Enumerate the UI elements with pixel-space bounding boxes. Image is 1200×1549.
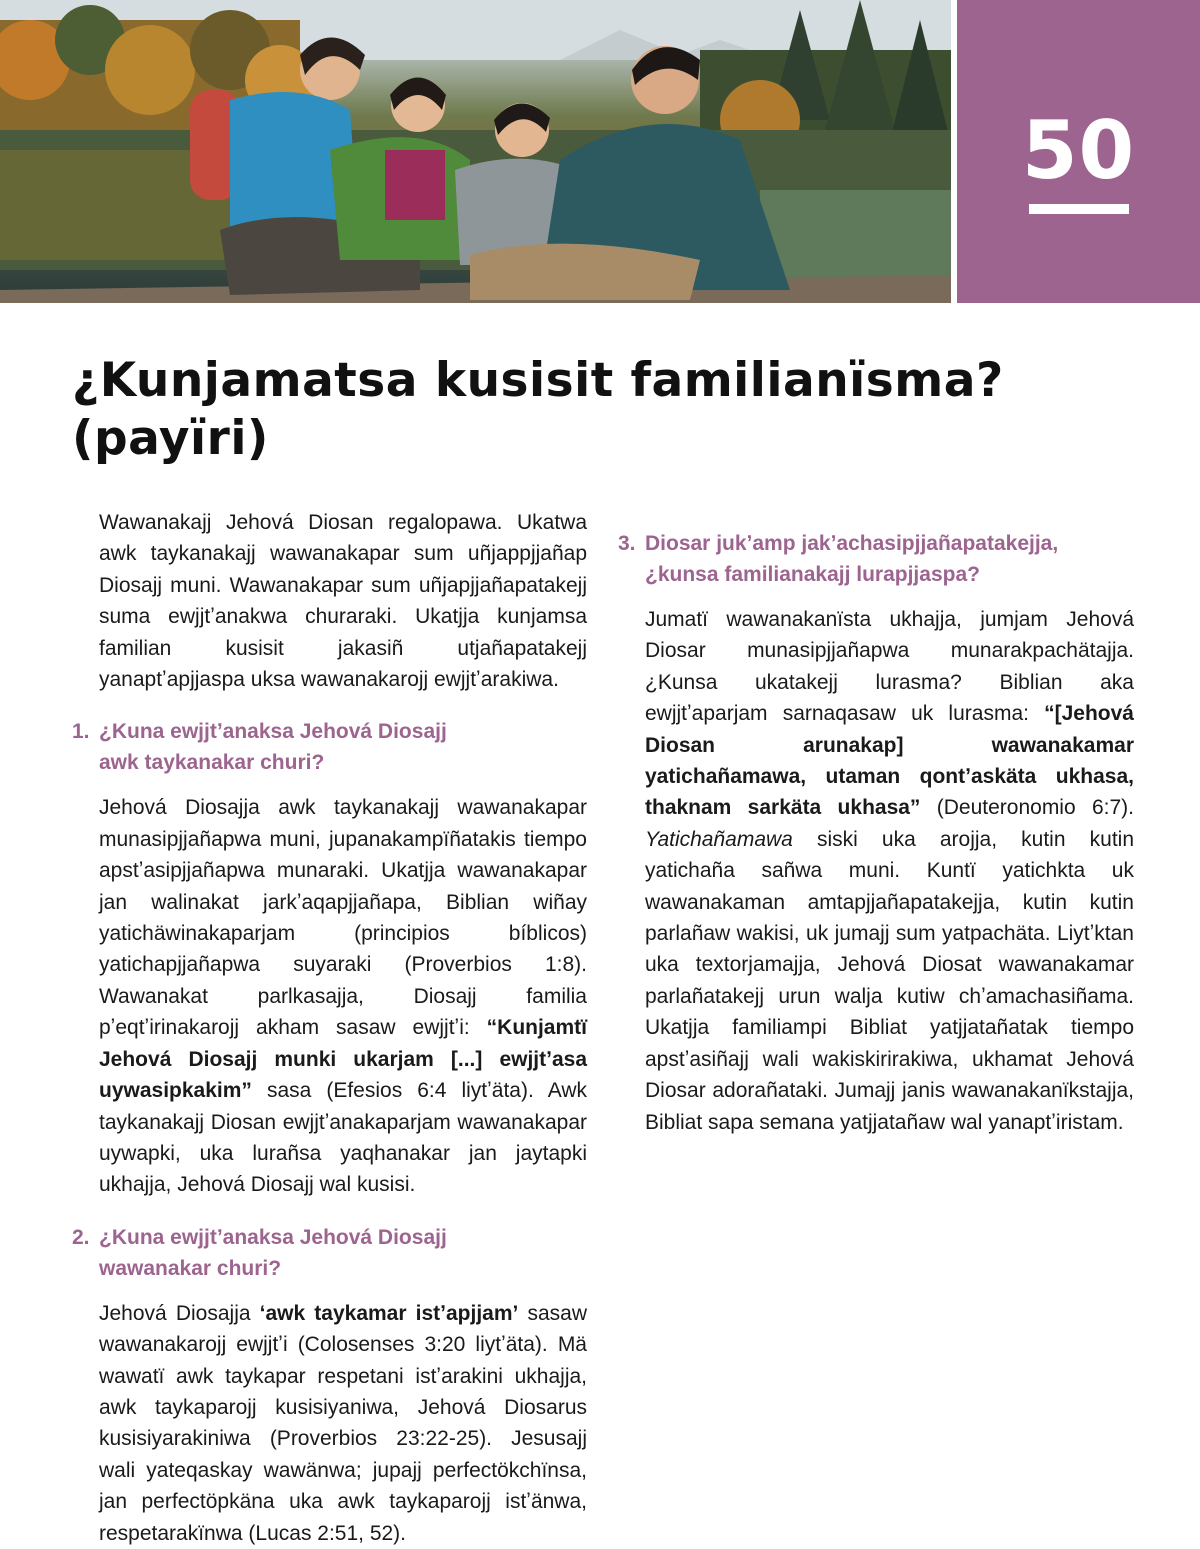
question-3-number: 3. bbox=[618, 532, 636, 555]
question-2-line-2: wawanakar churi? bbox=[99, 1256, 282, 1280]
header-photo bbox=[0, 0, 951, 303]
left-column bbox=[72, 507, 587, 1549]
question-2-line-1: ¿Kuna ewjjtʼanaksa Jehová Diosajj bbox=[99, 1225, 447, 1249]
question-3-quote: “[Jehová Diosan arunakap] wawanakamar yatichañamawa, utaman qontʼaskäta ukhasa, thaknam sarkäta ukhasa” bbox=[645, 702, 1134, 820]
question-1-number: 1. bbox=[72, 720, 90, 744]
question-2-number: 2. bbox=[72, 1225, 90, 1249]
question-2-bold: ‘awk taykamar istʼapjjam’ bbox=[259, 1301, 519, 1325]
question-3-text-b: (Deuteronomio 6:7). bbox=[920, 796, 1134, 820]
lesson-number: 50 bbox=[1021, 104, 1136, 197]
lesson-number-underline bbox=[1029, 204, 1129, 214]
question-2-text-a: Jehová Diosajja bbox=[99, 1301, 260, 1325]
question-3-heading bbox=[618, 528, 1134, 590]
question-3-text-a: Jumatï wawanakanïsta ukhajja, jumjam Jehová Diosar munasipjjañapwa munarakpachätajja. ¿Kunsa ukatakejj lurasma? Biblian aka ewjjtʼaparjam sarnaqasaw uk lurasma: bbox=[645, 608, 1134, 726]
question-3-line-2: ¿kunsa familianakajj lurapjjaspa? bbox=[645, 563, 980, 586]
question-3-text-c: siski uka arojja, kutin kutin yatichaña sañwa muni. Kuntï yatichkta uk wawanakaman amtapjjañapatakejja, kutin kutin parlañaw wakisi, uk jumajj sum yatpachäta. Liytʼktan uka textorjamajja, Jehová Diosat wawanakamar parlañatakejj urun walja kutiw chʼamachasiñama. Ukatjja familiampi Bibliat yatjjatañatak tiempo apstʼasiñajj wali wakiskirirakiwa, ukhamat Jehová Diosar adorañataki. Jumajj janis wawanakanïkstajja, Bibliat sapa semana yatjjatañaw wal yanaptʼiristam. bbox=[645, 827, 1134, 1134]
question-1-text-b: sasa (Efesios 6:4 liytʼäta). Awk taykanakajj Diosan ewjjtʼanakaparjam wawanakapar uywapki, uka lurañsa yaqhanakar jan jaytapki ukhajja, Jehová Diosajj wal kusisi. bbox=[99, 1079, 587, 1197]
question-1-line-1: ¿Kuna ewjjtʼanaksa Jehová Diosajj bbox=[99, 720, 447, 744]
question-1-quote: “Kunjamtï Jehová Diosajj munki ukarjam [...] ewjjtʼasa uywasipkakim” bbox=[99, 1016, 587, 1103]
question-1-line-2: awk taykanakar churi? bbox=[99, 751, 325, 775]
question-2-text-b: sasaw wawanakarojj ewjjtʼi (Colosenses 3:20 liytʼäta). Mä wawatï awk taykapar respetani istʼarakini ukhajja, awk taykaparojj kusisiyaniwa, Jehová Diosarus kusisiyarakiniwa (Proverbios 23:22-25). Jesusajj wali yateqaskay wawänwa; jupajj perfectökchïnsa, jan perfectöpkäna uka awk taykaparojj istʼänwa, respetarakïnwa (Lucas 2:51, 52). bbox=[99, 1301, 587, 1545]
question-3-italic-word: Yatichañamawa bbox=[645, 827, 793, 851]
question-2-answer bbox=[99, 1298, 587, 1549]
question-1-text-a: Jehová Diosajja awk taykanakajj wawanakapar munasipjjañapwa muni, jupanakampïñatakis tiempo apstʼasipjjañapwa munaraki. Ukatjja wawanakapar jan walinakat jarkʼaqapjjañapa, Biblian wiñay yatichäwinakaparjam (principios bíblicos) yatichapjjañapwa suyaraki (Proverbios 1:8). Wawanakat parlkasajja, Diosajj familia pʼeqtʼirinakarojj akham sasaw ewjjtʼi: bbox=[99, 796, 587, 1040]
page-title-line-2: (payïri) bbox=[72, 411, 269, 466]
family-photo-illustration bbox=[0, 0, 951, 303]
page-title bbox=[72, 352, 1132, 468]
question-2-heading bbox=[72, 1222, 587, 1284]
question-1-heading bbox=[72, 716, 587, 778]
lesson-number-block bbox=[957, 0, 1200, 303]
question-3-answer bbox=[645, 604, 1134, 1138]
question-1-answer bbox=[99, 792, 587, 1200]
right-column bbox=[618, 507, 1134, 1138]
intro-paragraph: Wawanakajj Jehová Diosan regalopawa. Ukatwa awk taykanakajj wawanakapar sum uñjappjjañap Diosajj muni. Wawanakapar sum uñjapjjañapatakejj suma ewjjtʼanakwa churaraki. Ukatjja kunjamsa familian kusisit jakasiñ utjañapatakejj yanaptʼapjjaspa uksa wawanakarojj ewjjtʼarakiwa. bbox=[99, 511, 587, 692]
page-title-line-1: ¿Kunjamatsa kusisit familianïsma? bbox=[72, 353, 1004, 408]
question-3-line-1: Diosar jukʼamp jakʼachasipjjañapatakejja, bbox=[645, 532, 1059, 555]
